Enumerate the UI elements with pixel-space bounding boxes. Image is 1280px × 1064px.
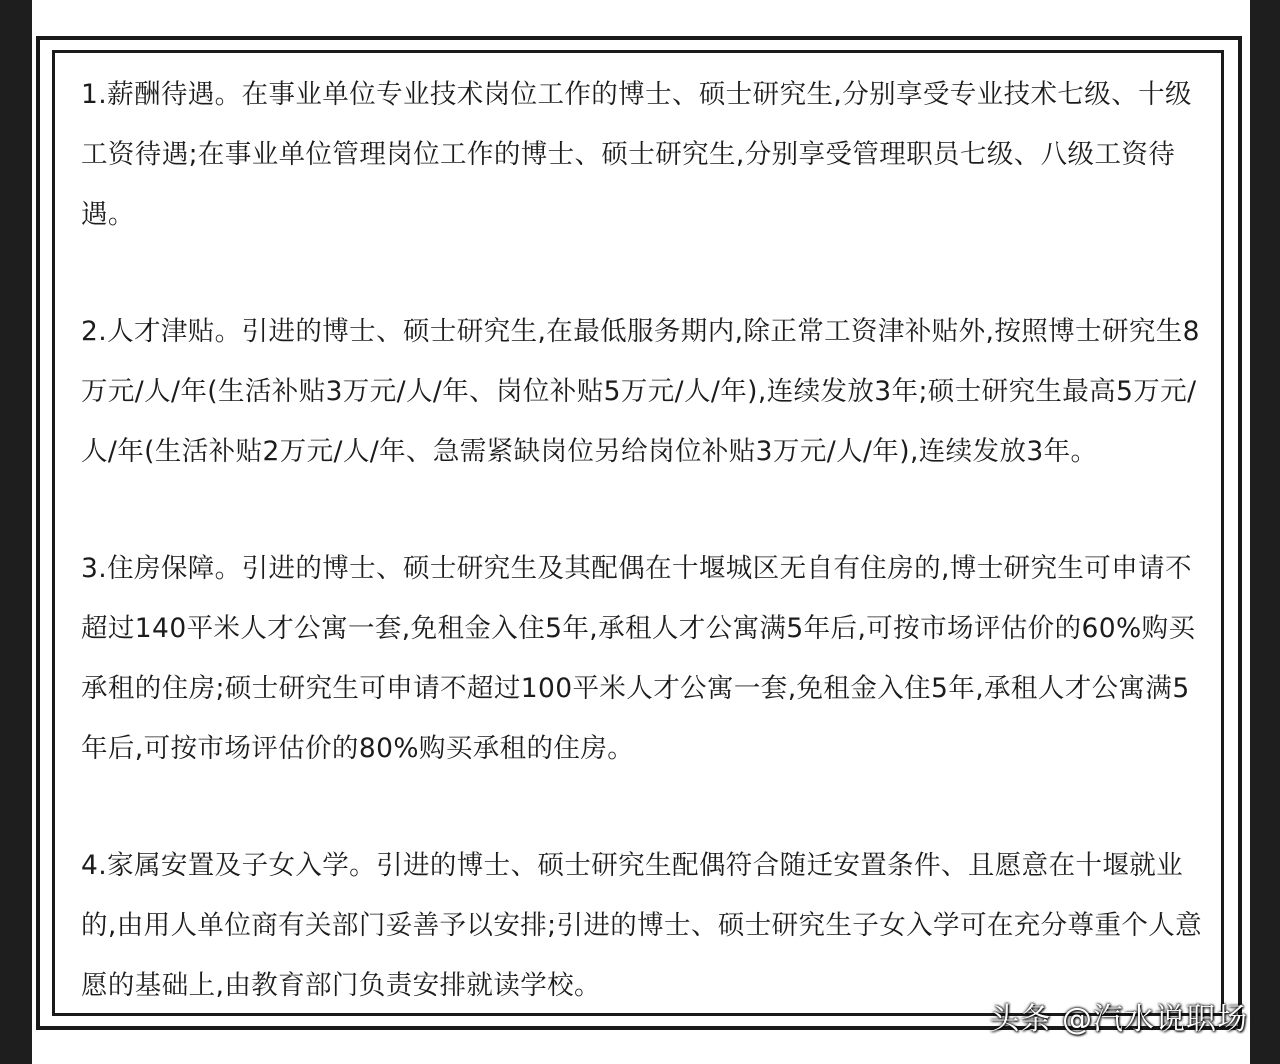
right-edge-bar [1250, 0, 1280, 1064]
inner-frame [52, 50, 1224, 1016]
left-edge-bar [0, 0, 32, 1064]
document-body [81, 65, 1207, 1016]
paragraph-family: 4.家属安置及子女入学。引进的博士、硕士研究生配偶符合随迁安置条件、且愿意在十堰就业的,由用人单位商有关部门妥善予以安排;引进的博士、硕士研究生子女入学可在充分尊重个人意愿的基础上,由教育部门负责安排就读学校。 [81, 850, 1203, 1001]
paragraph-allowance: 2.人才津贴。引进的博士、硕士研究生,在最低服务期内,除正常工资津补贴外,按照博士研究生8万元/人/年(生活补贴3万元/人/年、岗位补贴5万元/人/年),连续发放3年;硕士研究生最高5万元/人/年(生活补贴2万元/人/年、急需紧缺岗位另给岗位补贴3万元/人/年),连续发放3年。 [81, 316, 1200, 467]
watermark: 头条 @汽水说职场 [989, 1002, 1248, 1037]
paragraph-housing: 3.住房保障。引进的博士、硕士研究生及其配偶在十堰城区无自有住房的,博士研究生可申请不超过140平米人才公寓一套,免租金入住5年,承租人才公寓满5年后,可按市场评估价的60%购买承租的住房;硕士研究生可申请不超过100平米人才公寓一套,免租金入住5年,承租人才公寓满5年后,可按市场评估价的80%购买承租的住房。 [81, 553, 1196, 764]
paragraph-salary: 1.薪酬待遇。在事业单位专业技术岗位工作的博士、硕士研究生,分别享受专业技术七级、十级工资待遇;在事业单位管理岗位工作的博士、硕士研究生,分别享受管理职员七级、八级工资待遇。 [81, 79, 1192, 230]
